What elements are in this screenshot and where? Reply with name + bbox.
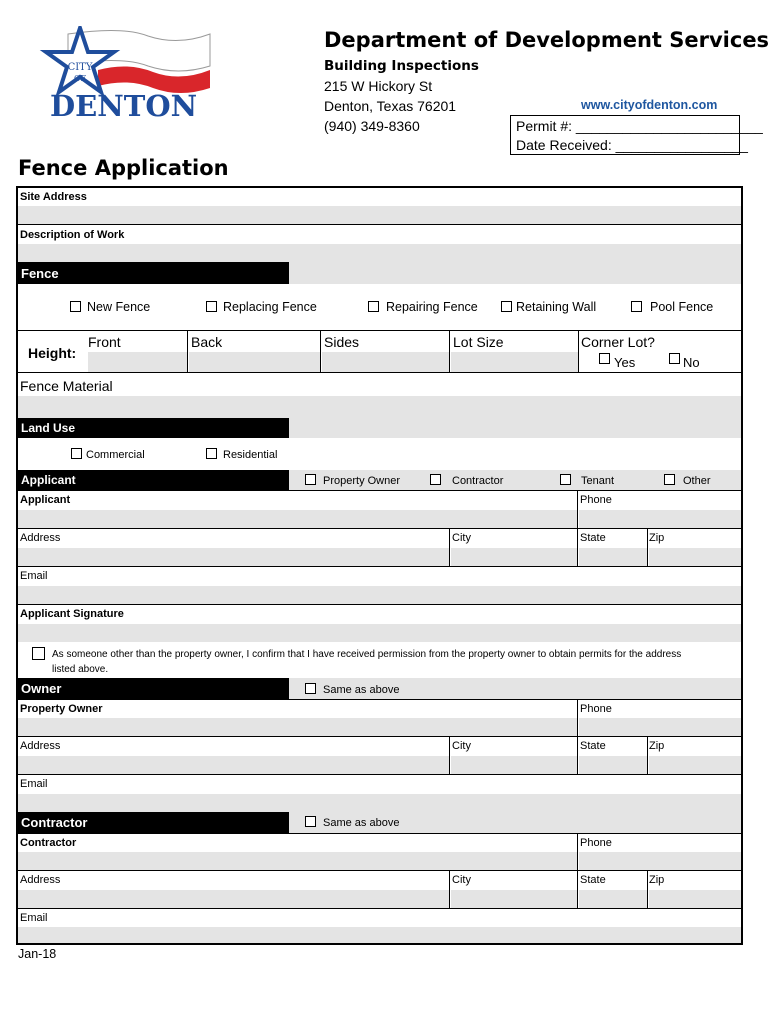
divider [577,870,578,908]
contractor-section-header [18,812,289,833]
other-label: Other [683,475,711,487]
height-label: Height: [28,345,77,361]
signature-label: Applicant Signature [20,608,124,620]
applicant-section-header [18,470,289,490]
tenant-label: Tenant [581,475,615,487]
applicant-phone-input[interactable] [579,510,741,528]
corner-lot-yes-checkbox[interactable] [599,353,610,364]
back-label: Back [191,334,223,350]
corner-lot-yes-label: Yes [614,355,636,370]
divider [18,833,741,834]
owner-same-label: Same as above [323,684,400,696]
lot-size-label: Lot Size [453,334,504,350]
phone-number: (940) 349-8360 [324,118,420,134]
contractor-phone-label: Phone [580,837,612,849]
divider [577,528,578,566]
contractor-state-label: State [580,874,606,886]
corner-lot-label: Corner Lot? [581,334,655,350]
contractor-address-label: Address [20,874,61,886]
pool-fence-label: Pool Fence [650,300,714,314]
form-title: Fence Application [18,156,229,180]
site-address-input[interactable] [18,206,741,224]
applicant-email-input[interactable] [18,586,741,604]
contractor-zip-input[interactable] [649,890,741,908]
divider [18,604,741,605]
city-logo [28,26,220,124]
contractor-same-label: Same as above [323,817,400,829]
applicant-zip-input[interactable] [649,548,741,566]
owner-heading: Owner [21,681,62,696]
description-input[interactable] [18,244,741,262]
divider [577,833,578,870]
commercial-checkbox[interactable] [71,448,82,459]
new-fence-label: New Fence [87,300,151,314]
description-label: Description of Work [20,229,125,241]
website-link[interactable]: www.cityofdenton.com [581,98,718,112]
sides-label: Sides [324,334,360,350]
retaining-wall-checkbox[interactable] [501,301,512,312]
owner-email-label: Email [20,778,48,790]
owner-same-checkbox[interactable] [305,683,316,694]
front-label: Front [88,334,121,350]
divider [18,699,741,700]
commercial-label: Commercial [86,449,145,461]
divider [320,330,321,372]
property-owner-checkbox[interactable] [305,474,316,485]
repairing-fence-label: Repairing Fence [386,300,478,314]
lot-size-input[interactable] [451,352,578,372]
divider [449,870,450,908]
date-received-field[interactable]: Date Received: _________________ [516,137,748,153]
city-state-zip: Denton, Texas 76201 [324,98,457,114]
applicant-state-input[interactable] [579,548,647,566]
other-checkbox[interactable] [664,474,675,485]
revision-date: Jan-18 [18,947,57,961]
divider [647,870,648,908]
front-height-input[interactable] [88,352,187,372]
back-height-input[interactable] [189,352,320,372]
applicant-name-input[interactable] [18,510,577,528]
owner-address-input[interactable] [18,756,449,774]
pool-fence-checkbox[interactable] [631,301,642,312]
contractor-heading: Contractor [21,815,88,830]
property-owner-role-label: Property Owner [323,475,401,487]
applicant-email-label: Email [20,570,48,582]
divider [18,736,741,737]
repairing-fence-checkbox[interactable] [368,301,379,312]
owner-state-label: State [580,740,606,752]
owner-name-label: Property Owner [20,703,103,715]
applicant-heading: Applicant [21,473,76,487]
divider [18,774,741,775]
replacing-fence-checkbox[interactable] [206,301,217,312]
divider [187,330,188,372]
residential-checkbox[interactable] [206,448,217,459]
contractor-same-checkbox[interactable] [305,816,316,827]
residential-label: Residential [223,449,278,461]
contractor-phone-input[interactable] [579,852,741,870]
divider [577,490,578,528]
divider [18,528,741,529]
svg-text:CITY: CITY [67,62,93,73]
applicant-name-label: Applicant [20,494,71,506]
divider [18,566,741,567]
division-title: Building Inspections [324,58,479,74]
owner-address-label: Address [20,740,61,752]
divider [449,330,450,372]
svg-text:OF: OF [73,74,87,83]
applicant-address-label: Address [20,532,61,544]
divider [18,908,741,909]
application-form [16,186,743,945]
contractor-role-label: Contractor [452,475,504,487]
applicant-zip-label: Zip [649,532,665,544]
flag-star-icon [28,26,220,124]
fence-material-input[interactable] [18,396,741,418]
contractor-zip-label: Zip [649,874,665,886]
new-fence-checkbox[interactable] [70,301,81,312]
fence-section-header [18,262,289,284]
contractor-state-input[interactable] [579,890,647,908]
signature-input[interactable] [18,624,741,642]
applicant-city-input[interactable] [451,548,577,566]
applicant-phone-label: Phone [580,494,612,506]
contractor-city-input[interactable] [451,890,577,908]
street-address: 215 W Hickory St [324,78,433,94]
contractor-name-label: Contractor [20,837,77,849]
divider [647,736,648,774]
owner-phone-input[interactable] [579,718,741,736]
divider [647,528,648,566]
contractor-address-input[interactable] [18,890,449,908]
corner-lot-no-checkbox[interactable] [669,353,680,364]
divider [18,372,741,373]
land-use-header-fill [289,418,741,438]
contractor-email-input[interactable] [18,927,741,943]
applicant-address-input[interactable] [18,548,449,566]
divider [18,224,741,225]
tenant-checkbox[interactable] [560,474,571,485]
fence-heading: Fence [21,266,59,281]
applicant-state-label: State [580,532,606,544]
owner-zip-label: Zip [649,740,665,752]
divider [577,699,578,736]
department-title: Department of Development Services [324,28,770,52]
owner-city-input[interactable] [451,756,577,774]
sides-height-input[interactable] [322,352,449,372]
divider [449,528,450,566]
owner-zip-input[interactable] [649,756,741,774]
divider [449,736,450,774]
contractor-role-checkbox[interactable] [430,474,441,485]
permit-number-field[interactable]: Permit #: ________________________ [516,118,763,134]
owner-state-input[interactable] [579,756,647,774]
fence-material-label: Fence Material [20,378,113,394]
divider [577,736,578,774]
divider [578,330,579,372]
applicant-city-label: City [452,532,471,544]
site-address-label: Site Address [20,191,87,203]
owner-city-label: City [452,740,471,752]
permission-statement-line1: As someone other than the property owner, I confirm that I have received permission from the property owner to obtain permits for the address [52,649,682,660]
contractor-name-input[interactable] [18,852,577,870]
fence-header-fill [289,262,741,284]
corner-lot-no-label: No [683,355,700,370]
land-use-heading: Land Use [21,421,76,435]
divider [18,870,741,871]
replacing-fence-label: Replacing Fence [223,300,317,314]
office-use-box [510,115,763,155]
retaining-wall-label: Retaining Wall [516,300,597,314]
land-use-section-header [18,418,289,438]
owner-section-header [18,678,289,699]
contractor-city-label: City [452,874,471,886]
owner-phone-label: Phone [580,703,612,715]
owner-email-input[interactable] [18,794,741,812]
owner-name-input[interactable] [18,718,577,736]
permission-statement-line2: listed above. [52,664,109,675]
contractor-email-label: Email [20,912,48,924]
divider [18,330,741,331]
svg-text:DENTON: DENTON [50,89,198,123]
divider [18,490,741,491]
owner-permission-checkbox[interactable] [32,647,45,660]
